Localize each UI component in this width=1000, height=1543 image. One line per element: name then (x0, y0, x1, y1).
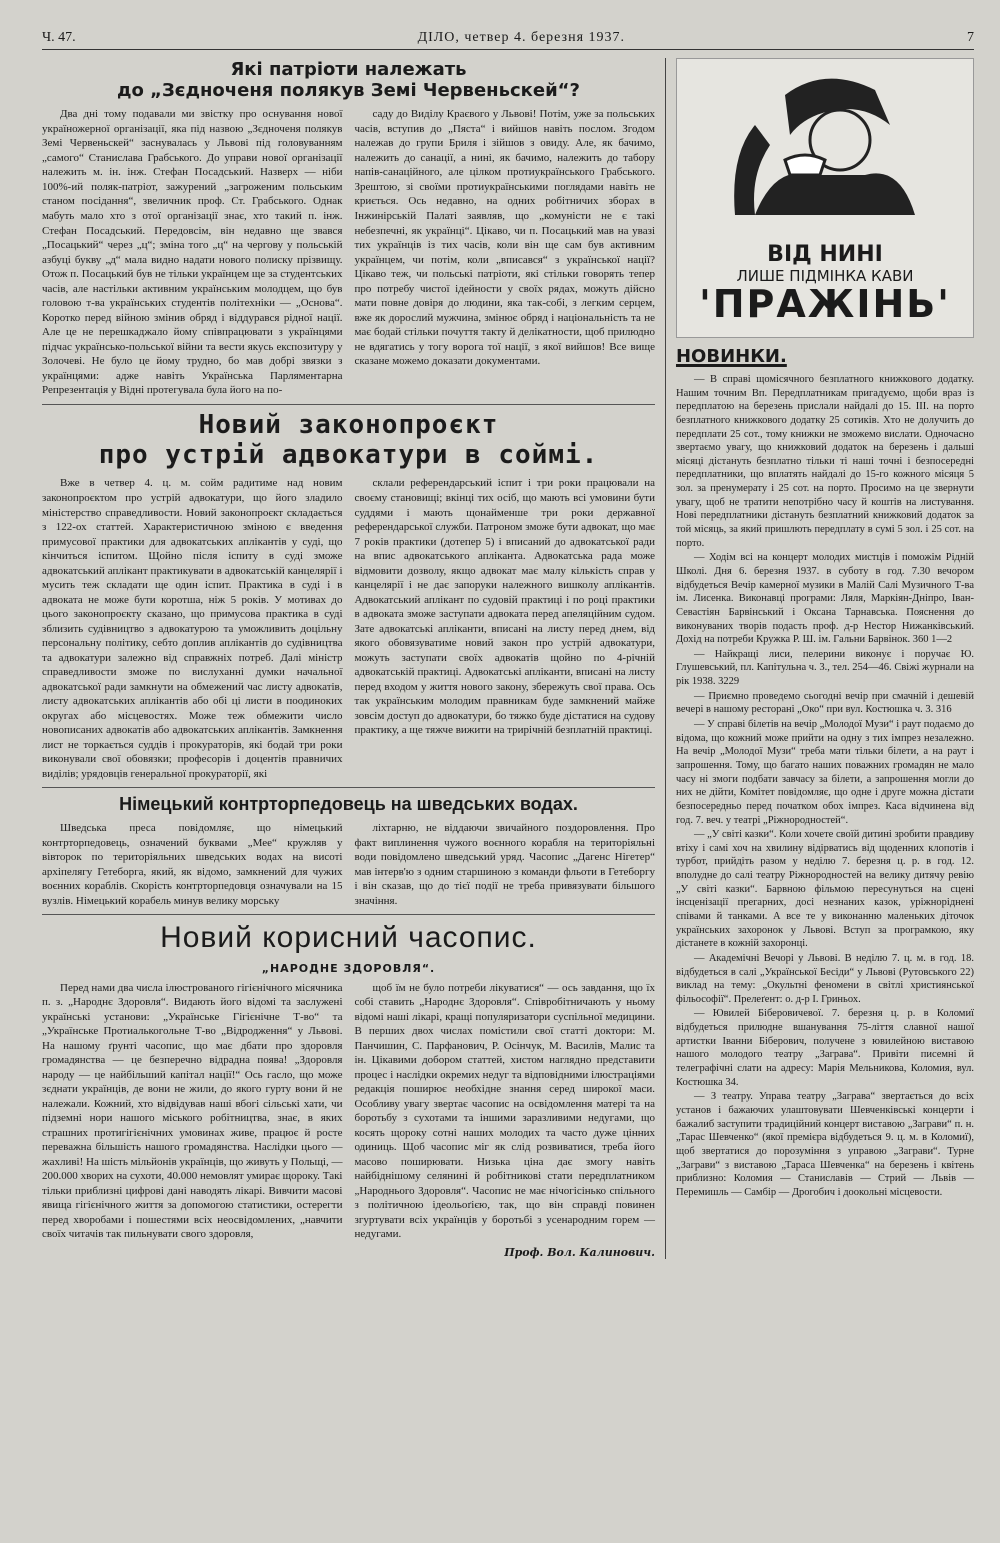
news-item: — Академічні Вечорі у Львові. В неділю 7. ц. м. в год. 18. відбудеться в салі „Української Бесіди“ у Львові (Рутовського 22) виклад на тему: „Окультні феномени в світлі християнської фільософії“. Прелеґент: о. д-р І. Гриньох. (675, 952, 974, 1005)
article-subtitle: „НАРОДНЕ ЗДОРОВЛЯ“. (261, 961, 436, 975)
news-item: — Ходім всі на концерт молодих мистців і поможім Рідній Школі. Дня 6. березня 1937. в суботу в год. 7.30 вечором відбудеться Вечір камерної музики в Малій Салі Музичного Т-ва ім. Лисенка. Виконавці програми: Ляля, Маркіян-Дніпро, Іван-Севастіян Барвінський і Оксана Тарнавська. Пояснення до виконуваних творів подасть проф. д-р Нестор Нижанківський. Дохід на потреби Кружка Р. Ш. ім. Гальни Барвінок. 360 1—2 (675, 552, 974, 646)
divider (42, 787, 655, 788)
issue-number: Ч. 47. (42, 30, 76, 45)
ad-line-2: ЛИШЕ ПІДМІНКА КАВИ (736, 267, 914, 285)
masthead: ДІЛО, четвер 4. березня 1937. (417, 30, 626, 45)
page-header (42, 30, 974, 50)
news-item: — В справі щомісячного безплатного книжкового додатку. Нашим точним Вп. Передплатникам пригадуємо, щоби враз із передплатою на березень прислали найдалі до 15. III. на порто безплатного книжкового додатку 25 сотиків. Хто не долучить до передплати 25 сот., тому книжки не зможемо вислати. Одночасно звертаємо увагу, що книжковий додаток на березень і дальші місяці дістануть безплатно тільки ті наші точні і безпосередні передплатники, що вплатять найдалі до 15-го кожного місяця 5 зол. за пренумерату і 25 сот. на порто. Просимо на це звернути увагу, щоб не тратити непотрібно часу й коштів на листування. Нові передплатники дістануть безплатний книжковий додаток за той місяць, за який пришлють передплату в сумі 5 зол. і 25 сот. на порто. (675, 374, 974, 549)
article-title: Новий корисний часопис. (160, 921, 537, 955)
article-title: Новий законопроєкт про устрій адвокатури в соймі. (98, 409, 599, 470)
article-text: ліхтарню, не віддаючи звичайного поздоровлення. Про факт виплинення чужого воєнного корабля на територіяльні води повідомлено шведський уряд. Часопис „Дагенс Нігетер“ мав інтерв'ю з одним старшиною з команди фльоти в Гетеборгу і він сказав, що до тієї події не треба привязувати більшого значіння. (354, 821, 655, 907)
article-new-journal (42, 921, 655, 1259)
left-column (42, 58, 655, 1259)
ad-brand: 'ПРАЖІНЬ' (699, 282, 951, 326)
page-number: 7 (966, 30, 974, 45)
coffee-advertisement (676, 58, 974, 338)
article-title: Німецький контрторпедовець на шведських водах. (119, 794, 578, 815)
news-item: — „У світі казки“. Коли хочете своїй дитині зробити правдиву втіху і самі хоч на хвилину відірватись від щоденних клопотів і турбот, прийдіть разом у неділю 7. березня ц. р. в год. 12. вполудне до салі театру Ріжнородностей на велику дитячу ревію „У світі казки“. Барвною фільмою пересунуться на сцені інсценізації прегарних, досі незнаних казок, уріжноріднені співами й танками. А все те у виконанню маленьких діточок українських захоронок у Львові. Вступ за програмкою, яку дістанете в кожній захоронці. (675, 829, 974, 950)
article-text: Перед нами два числа ілюстрованого гігієнічного місячника п. з. „Народнє Здоровля“. Видають його відомі та заслужені українські установи: „Українське Гігієнічне Т-во“ та „Українське Протиалькогольне Т-во „Відродження“ у Львові. На нашому ґрунті часопис, що має дбати про здоровля громадянства — це безперечно відрадна поява! „Здоровля народу — це найбільший капітал нації!“ Ось гасло, що може зєднати українців, де вони не жили, до якого гурту вони й не належали. Кожний, хто відвідував наші вбогі сільські хати, чи підземні нори нашого міського робітництва, знає, в яких страшних протигігієнічних умовинах живе, працює й росте переважна більшість нашого громадянства. Наслідки цього — жахливі! На шість мільйонів українців, що живуть у Польщі, — 200.000 хворих на сухоти, 40.000 немовлят умирає щороку. Такі тільки приблизні цифрові дані наводять лікарі. Вивчити масові явища гігієнічного життя за допомогою статистики, остерегти перед хворобами і пошестями всіх неосвідомлених, „навчити своїх читачів так пильнувати свого здоровля, (42, 981, 343, 1241)
article-text: Шведська преса повідомляє, що німецький контрторпедовець, означений буквами „Мее“ кружляв у вівторок по територіяльних шведських водах на висоті архіпелягу Гетеборга, який, як відомо, замкнений для чужих воєнних кораблів. Скорість контрторпедовця означували на 15 вузлів. Німецький корабель минув велику морську (42, 821, 343, 907)
news-item: — Приємно проведемо сьогодні вечір при смачній і дешевій вечері в нашому ресторані „Око“ при вул. Костюшка ч. 3. 316 (675, 690, 974, 716)
article-text: саду до Виділу Краєвого у Львові! Потім, уже за польських часів, вступив до „Пяста“ і вийшов навіть послом. Згодом належав до групи Бриля і зійшов з овиду. Але, як бачимо, належить до санації, а нині, як бачимо, належить до табору напів-санаційного, але цілком протиукраїнського Грабського. Зрештою, зі своїми протиукраїнськими поглядами навіть не криється. Ось недавно, на одних робітничих зборах в Інжинірській Палаті заявляв, що „комуністи не є такі небезпечні, як українці“. Цікаво, чи п. Посацький мав на увазі тих українців із тих часів, коли він ще сам був активним українцем, чи потім, коли „вписався“ з української нації? Цікаво теж, чи польські патріоти, які стільки говорять тепер про потребу чистої ідейности у своїх рядах, можуть дійсно мати повне довіря до людини, яка так-собі, з легким серцем, вже як дорослий мужчина, змінює обряд і національність та не має бодай стільки почуття такту й делікатности, щоб прилюдно не вдягатись у тогу ворога тої нації, з якої вийшов! Все вище сказане можемо доказати документами. (354, 108, 655, 368)
article-german-destroyer (42, 794, 655, 908)
news-section (676, 346, 974, 1199)
woman-with-cup-illustration-icon (715, 65, 935, 215)
news-item: — У справі білетів на вечір „Молодої Музи“ і раут подаємо до відома, що кожний може прийти на одну з тих імпрез незалежно. На вечір „Молодої Музи“ треба мати тільки білети, а на раут і запрошення. Тому, що багато наших поважних громадян не мало часу ні змоги подбати завчасу за білети, а запрошення могли до них не дійти, Комітет повідомляє, що одне і друге можна дістати безпосередньо перед початком обох імпрез. Каса відчинена від год. 7. веч. у театрі „Ріжнородностей“. (675, 719, 974, 826)
article-title: Які патріоти належать до „Зєдноченя полякув Земі Червеньскей“? (117, 59, 580, 101)
right-column (665, 58, 974, 1259)
news-item: — З театру. Управа театру „Заграва“ звертається до всіх установ і бажаючих улаштовувати Шевченківські концерти і бажалиб заступити традиційний концерт виставою „Заграви“ п. н. „Тарас Шевченко“ (якої премієра відбудеться 9. ц. м. в Коломиї), щоб звертатися до порозуміння з управою „Заграви“. Турне „Заграви“ з виставою „Тараса Шевченка“ на березень і квітень приблизно: Коломия — Станиславів — Стрий — Львів — Перемишль — Самбір — Дрогобич і доокольні місцевости. (675, 1091, 974, 1198)
author-signature: Проф. Вол. Калинович. (504, 1245, 655, 1259)
article-text: Вже в четвер 4. ц. м. сойм радитиме над новим законопроєктом про устрій адвокатури, що його зладило міністерство справедливости. Новий законопроєкт складається з 122-ох статтей. Характеристичною зміною є введення примусової практики для адвокатських аплікантів у суді, що кінчиться іспитом. Щойно після іспиту в суді зможе адвокатський аплікант практикувати в адвокатській канцелярії і мусить теж складати ще один іспит. Практика в суді і в адвоката не може бути коротша, ніж 5 років. У мотивах до цього законопроєкту сказано, що примусова практика в суді зблизить судівництво з адвокатурою та уможливить доцільну персональну політику, себто доплив аплікантів до судівництва та адвокатури залежно від справжніх потреб. Далі міністр справедливости зможе по вислуханні думки начальної адвокатської ради замкнути на обмежений час листу адвокатів, листу адвокатських аплікантів або обі ці листи в поодиноких округах або місцевостях. Може теж обмежити число новописаних адвокатів або адвокатських аплікантів. Замкнення лист не торкається суддів і прокураторів, які бодай три роки виконували свої обовязки; професорів і доцентів правничих виділів; урядовців генеральної прокураторії, які (42, 477, 343, 780)
article-advocacy-bill (42, 411, 655, 782)
divider (42, 404, 655, 405)
news-item: — Найкращі лиси, пелерини виконує і поручає Ю. Глушевський, пл. Капітульна ч. 3., тел. 254—46. Свіжі журнали на рік 1938. 3229 (675, 648, 974, 688)
article-text: склали референдарський іспит і три роки працювали на своєму становищі; вкінці тих осіб, що мають всі умовини бути суддями і мають щонайменше три роки державної референдарської служби. Патроном зможе бути адвокат, що має 7 років практики (дотепер 5) і вписаний до адвокатської ради на впис адвокатського аплікантa. Адвокатська рада може відмовити дозволу, якщо адвокат має малу кількість справ у канцелярії і не дає запоруки належного вишколу аплікантів. Адвокатський аплікант по судовій практиці і по році практики в адвоката зможе заступати адвоката перед апеляційним судом. Зате адвокатські апліканти, вписані на листу перед днем, від якого обовязуватиме новий закон про устрій адвокатури, можуть заступати своїх адвокатів щойно по 4-річній адвокатській практиці. Адвокатські апліканти, вписані на листу перед входом у життя нового закону, збережуть свої права. Ось так українським молодим правникам буде замкнений майже зовсім доступ до адвокатури, бо тяжко буде дістатися на судову практику, а ще тяжче вижити на трирічній безплатній практиці. (354, 477, 655, 737)
divider (42, 914, 655, 915)
article-text: Два дні тому подавали ми звістку про оснування нової україножерної організації, яка під назвою „Зєдноченя полякув Земі Червеньскей“ заснувалась у Львові під головуванням „самого“ Станислава Грабського. До управи нової організації належить м. ін. інж. Стефан Посадський. Назверх — ніби 100%-ий поляк-патріот, зажурений „загроженим польським станом посідання“, звеличник проф. Ст. Грабського. Однак мабуть мало хто з отої організації знає, хто такий п. інж. Стефан Посадський. Передовсім, він недавно ще звався „Посацький“ через „ц“; зміна того „ц“ на чергову у польській азбуці букву „д“ мала видно надати нового полиску прізвищу. Отож п. Посацький був не тільки українцем ще за студентських часів, але настільки активним українським молодцем, що був головою т-ва українських студентів політехніки — „Основа“. Коротко перед війною змінив обряд і віддурався рідної нації. Але це не перешкаджало йому співпрацювати з українцями підчас українсько-польської війни та вести якусь експозитуру у Золочеві. Не було це йому трудно, бо мав добрі звязки з українцями: адже навіть Українська Парляментарна Репрезентація у Відні протегувала була його на по- (42, 108, 343, 397)
news-item: — Ювилей Біберовичевої. 7. березня ц. р. в Коломиї відбудеться прилюдне вшанування 75-ліття славної нашої артистки Іванни Біберович, получене з ювилейною виставою нашого молодого театру „Заграва“. Привіти писемні й телеграфічні слати на адресу: Марія Мельникова, Коломия, вул. Костюшка 34. (675, 1008, 974, 1088)
article-patriots (42, 60, 655, 398)
article-text: щоб їм не було потреби лікуватися“ — ось завдання, що їх собі ставить „Народнє Здоровля“. Співробітничають у ньому відомі наші лікарі, кращі популяризатори суспільної медицини. В перших двох числах помістили свої статті доктори: М. Панчишин, С. Парфанович, Р. Осінчук, М. Василів, Малис та ін. Цікавими добором статтей, хистом наглядно представити процес і наслідки окремих недуг та відповідними ілюстраціями редакція поширює необхідне знання серед широкої маси. Особливу увагу звертає часопис на освідомлення матері та на боротьбу з сухотами та іншими заразливими недугами, що косять щороку сотні наших молодих та часто дуже цінних одиниць. Щоб часопис міг як слід розвиватися, треба його масово поширювати. Низька ціна дає змогу навіть найбіднішому селянині й робітникові стати передплатником „Народнього Здоровля“. Часопис не має нічогісінько спільного з політичною ідеольоґією, так, що він справді повинен згуртувати всіх українців у боротьбі з усенародним горем — недугами. (354, 981, 655, 1241)
section-title: НОВИНКИ. (675, 346, 787, 367)
ad-line-1: ВІД НИНІ (767, 242, 883, 267)
